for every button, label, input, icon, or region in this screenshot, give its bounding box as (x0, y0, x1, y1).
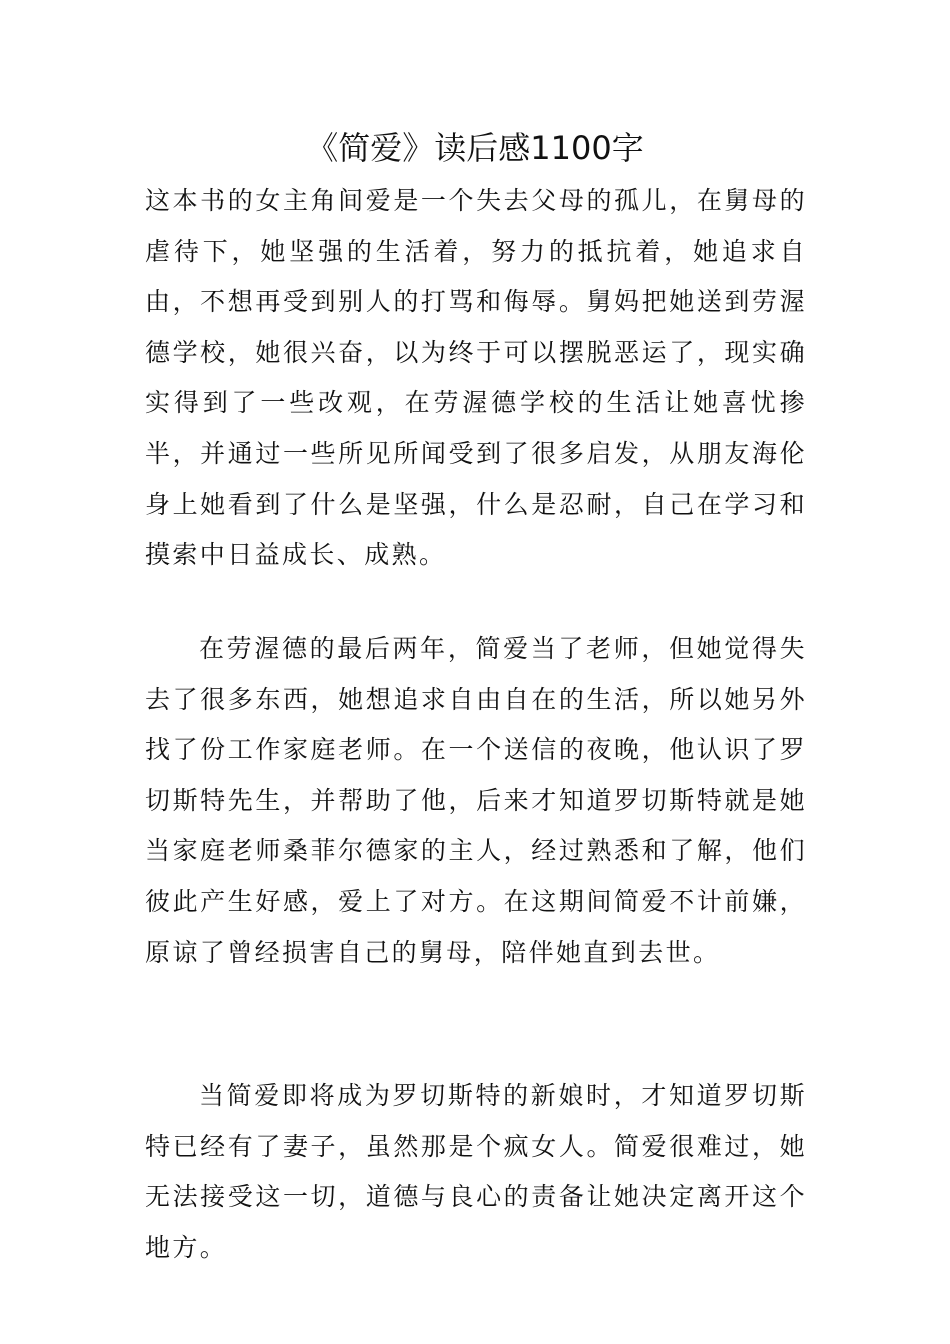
paragraph-3: 当简爱即将成为罗切斯特的新娘时，才知道罗切斯特已经有了妻子，虽然那是个疯女人。简爱很难过，她无法接受这一切，道德与良心的责备让她决定离开这个地方。 (145, 1081, 807, 1262)
page-title: 《简爱》读后感1100字 (306, 129, 644, 167)
paragraph-2: 在劳渥德的最后两年，简爱当了老师，但她觉得失去了很多东西，她想追求自由自在的生活，所以她另外找了份工作家庭老师。在一个送信的夜晚，他认识了罗切斯特先生，并帮助了他，后来才知道罗切斯特就是她当家庭老师桑菲尔德家的主人，经过熟悉和了解，他们彼此产生好感，爱上了对方。在这期间简爱不计前嫌，原谅了曾经损害自己的舅母，陪伴她直到去世。 (145, 634, 807, 967)
paragraph-1: 这本书的女主角间爱是一个失去父母的孤儿，在舅母的虐待下，她坚强的生活着，努力的抵抗着，她追求自由，不想再受到别人的打骂和侮辱。舅妈把她送到劳渥德学校，她很兴奋，以为终于可以摆脱恶运了，现实确实得到了一些改观，在劳渥德学校的生活让她喜忧掺半，并通过一些所见所闻受到了很多启发，从朋友海伦身上她看到了什么是坚强，什么是忍耐，自己在学习和摸索中日益成长、成熟。 (145, 186, 807, 570)
